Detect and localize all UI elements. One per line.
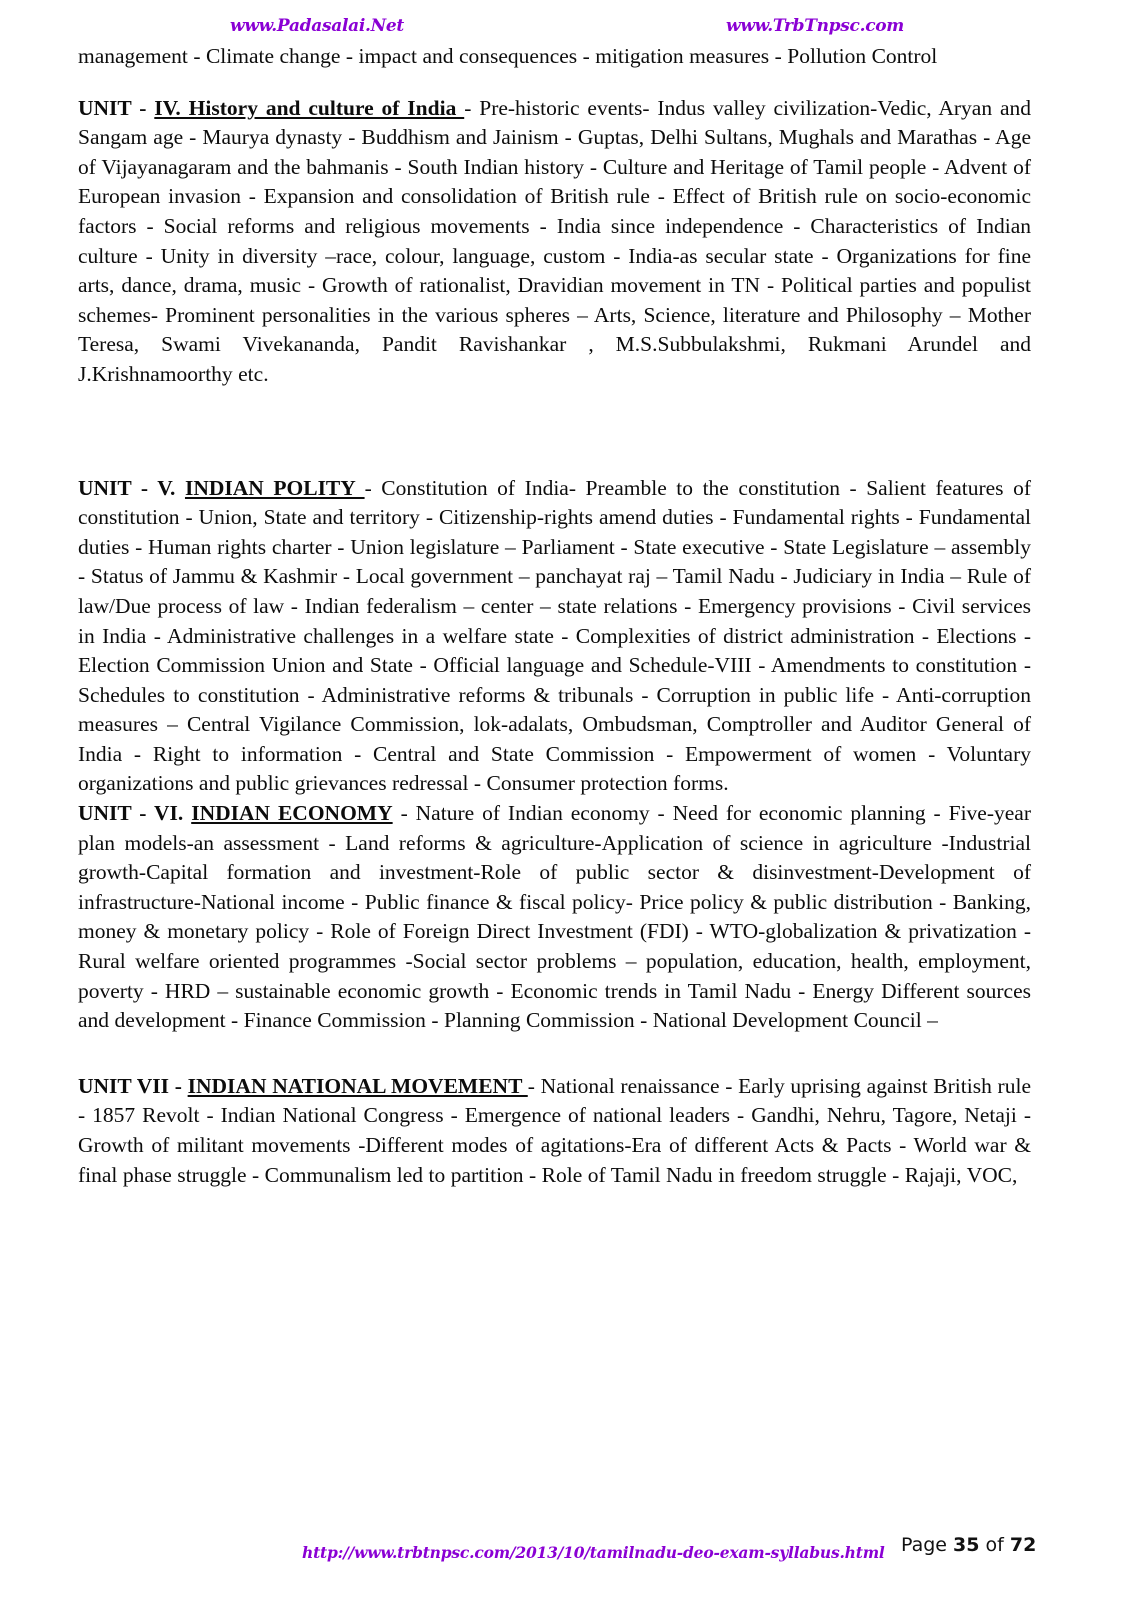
unit-label-iv: UNIT - [78,95,155,120]
unit-label-vii: UNIT VII - [78,1073,188,1098]
unit-paragraph-v [78,474,1031,800]
watermark-padasalai: www.Padasalai.Net [230,16,404,36]
unit-title-iv: IV. History and culture of India [154,95,465,120]
page-label-prefix: Page [901,1534,947,1556]
unit-paragraph-vii [78,1072,1031,1190]
spacer [78,390,1031,474]
footer-source-url[interactable]: http://www.trbtnpsc.com/2013/10/tamilnadu-deo-exam-syllabus.html [302,1543,885,1562]
header-watermarks [78,16,1030,42]
unit-text-vi: - Nature of Indian economy - Need for economic planning - Five-year plan models-an assessment - Land reforms & agriculture-Application of science in agriculture -Industrial growth-Capital formation and investment-Role of public sector & disinvestment-Development of infrastructure-National income - Public finance & fiscal policy- Price policy & public distribution - Banking, money & monetary policy - Role of Foreign Direct Investment (FDI) - WTO-globalization & privatization - Rural welfare oriented programmes -Social sector problems – population, education, health, employment, poverty - HRD – sustainable economic growth - Economic trends in Tamil Nadu - Energy Different sources and development - Finance Commission - Planning Commission - National Development Council – [78,801,1031,1033]
unit-paragraph-iv [78,94,1031,390]
page-total: 72 [1009,1534,1037,1556]
page-number [901,1534,1036,1556]
page-label-middle: of [985,1534,1004,1556]
watermark-trbtnpsc: www.TrbTnpsc.com [726,16,904,36]
unit-label-vi: UNIT - VI. [78,801,192,826]
unit-title-v: INDIAN POLITY [184,475,365,500]
page-current: 35 [953,1534,980,1556]
unit-title-vi: INDIAN ECONOMY [191,801,393,826]
unit-paragraph-vi [78,799,1031,1036]
unit-text-vii: - National renaissance - Early uprising against British rule - 1857 Revolt - Indian National Congress - Emergence of national leaders - Gandhi, Nehru, Tagore, Netaji - Growth of militant movements -Different modes of agitations-Era of different Acts & Pacts - World war & final phase struggle - Communalism led to partition - Role of Tamil Nadu in freedom struggle - Rajaji, VOC, [78,1073,1031,1187]
unit-text-iv: - Pre-historic events- Indus valley civilization-Vedic, Aryan and Sangam age - Maurya dynasty - Buddhism and Jainism - Guptas, Delhi Sultans, Mughals and Marathas - Age of Vijayanagaram and the bahmanis - South Indian history - Culture and Heritage of Tamil people - Advent of European invasion - Expansion and consolidation of British rule - Effect of British rule on socio-economic factors - Social reforms and religious movements - India since independence - Characteristics of Indian culture - Unity in diversity –race, colour, language, custom - India-as secular state - Organizations for fine arts, dance, drama, music - Growth of rationalist, Dravidian movement in TN - Political parties and populist schemes- Prominent personalities in the various spheres – Arts, Science, literature and Philosophy – Mother Teresa, Swami Vivekananda, Pandit Ravishankar , M.S.Subbulakshmi, Rukmani Arundel and J.Krishnamoorthy etc. [78,95,1032,386]
unit-text-v: - Constitution of India- Preamble to the constitution - Salient features of constitution - Union, State and territory - Citizenship-rights amend duties - Fundamental rights - Fundamental duties - Human rights charter - Union legislature – Parliament - State executive - State Legislature – assembly - Status of Jammu & Kashmir - Local government – panchayat raj – Tamil Nadu - Judiciary in India – Rule of law/Due process of law - Indian federalism – center – state relations - Emergency provisions - Civil services in India - Administrative challenges in a welfare state - Complexities of district administration - Elections - Election Commission Union and State - Official language and Schedule-VIII - Amendments to constitution - Schedules to constitution - Administrative reforms & tribunals - Corruption in public life - Anti-corruption measures – Central Vigilance Commission, lok-adalats, Ombudsman, Comptroller and Auditor General of India - Right to information - Central and State Commission - Empowerment of women - Voluntary organizations and public grievances redressal - Consumer protection forms. [78,475,1032,796]
page-content [78,42,1031,1190]
continuation-paragraph: management - Climate change - impact and consequences - mitigation measures - Pollution Control [78,44,938,68]
page-footer [0,1529,1132,1575]
unit-label-v: UNIT - V. [78,475,185,500]
spacer [78,1036,1031,1072]
spacer [78,72,1031,94]
unit-title-vii: INDIAN NATIONAL MOVEMENT [187,1073,528,1098]
